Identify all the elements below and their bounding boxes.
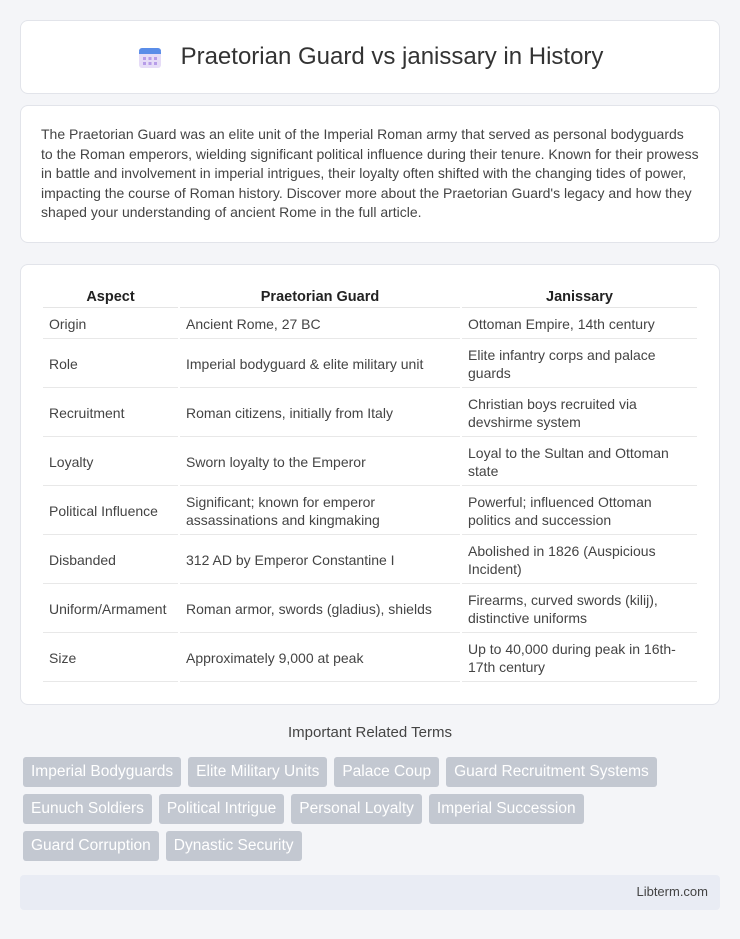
related-term-tag[interactable]: Imperial Succession (429, 794, 584, 824)
column-header-janissary: Janissary (462, 287, 697, 308)
table-cell: Loyalty (43, 439, 178, 486)
table-row (43, 586, 697, 633)
table-cell: Approximately 9,000 at peak (180, 635, 460, 682)
table-row (43, 537, 697, 584)
table-cell: Firearms, curved swords (kilij), distinctive uniforms (462, 586, 697, 633)
table-cell: Significant; known for emperor assassinations and kingmaking (180, 488, 460, 535)
table-cell: Elite infantry corps and palace guards (462, 341, 697, 388)
table-cell: Size (43, 635, 178, 682)
related-term-tag[interactable]: Guard Recruitment Systems (446, 757, 657, 787)
related-term-tag[interactable]: Personal Loyalty (291, 794, 422, 824)
related-term-tag[interactable]: Guard Corruption (23, 831, 159, 861)
related-term-tag[interactable]: Palace Coup (334, 757, 439, 787)
table-cell: Role (43, 341, 178, 388)
table-cell: Roman armor, swords (gladius), shields (180, 586, 460, 633)
table-row (43, 341, 697, 388)
related-term-tag[interactable]: Elite Military Units (188, 757, 327, 787)
related-term-tag[interactable]: Eunuch Soldiers (23, 794, 152, 824)
calendar-icon (137, 44, 163, 70)
table-cell: Abolished in 1826 (Auspicious Incident) (462, 537, 697, 584)
table-cell: Uniform/Armament (43, 586, 178, 633)
table-cell: Christian boys recruited via devshirme system (462, 390, 697, 437)
page-title: Praetorian Guard vs janissary in History (180, 43, 604, 70)
table-cell: Powerful; influenced Ottoman politics and succession (462, 488, 697, 535)
table-row (43, 439, 697, 486)
table-cell: Political Influence (43, 488, 178, 535)
page-header (20, 20, 720, 94)
comparison-table-card (20, 264, 720, 705)
table-row (43, 488, 697, 535)
intro-card (20, 105, 720, 243)
table-cell: Loyal to the Sultan and Ottoman state (462, 439, 697, 486)
table-cell: 312 AD by Emperor Constantine I (180, 537, 460, 584)
intro-text: The Praetorian Guard was an elite unit of the Imperial Roman army that served as personal bodyguards to the Roman emperors, wielding significant political influence during their tenure. Known for their prowess in battle and involvement in imperial intrigues, their loyalty often shifted with the changing tides of power, impacting the course of Roman history. Discover more about the Praetorian Guard's legacy and how they shaped your understanding of ancient Rome in the full article. (41, 126, 699, 221)
table-row (43, 310, 697, 339)
related-terms-list (23, 757, 723, 861)
related-terms-title: Important Related Terms (288, 724, 452, 741)
footer-site-link[interactable]: Libterm.com (636, 884, 708, 899)
footer (20, 875, 720, 910)
related-term-tag[interactable]: Dynastic Security (166, 831, 302, 861)
table-cell: Disbanded (43, 537, 178, 584)
column-header-praetorian: Praetorian Guard (180, 287, 460, 308)
table-cell: Ancient Rome, 27 BC (180, 310, 460, 339)
table-cell: Origin (43, 310, 178, 339)
column-header-aspect: Aspect (43, 287, 178, 308)
comparison-table (41, 285, 699, 684)
table-cell: Up to 40,000 during peak in 16th-17th century (462, 635, 697, 682)
table-cell: Imperial bodyguard & elite military unit (180, 341, 460, 388)
table-cell: Sworn loyalty to the Emperor (180, 439, 460, 486)
table-cell: Roman citizens, initially from Italy (180, 390, 460, 437)
table-row (43, 390, 697, 437)
related-term-tag[interactable]: Imperial Bodyguards (23, 757, 181, 787)
table-header-row (43, 287, 697, 308)
related-term-tag[interactable]: Political Intrigue (159, 794, 284, 824)
table-cell: Ottoman Empire, 14th century (462, 310, 697, 339)
table-row (43, 635, 697, 682)
table-cell: Recruitment (43, 390, 178, 437)
